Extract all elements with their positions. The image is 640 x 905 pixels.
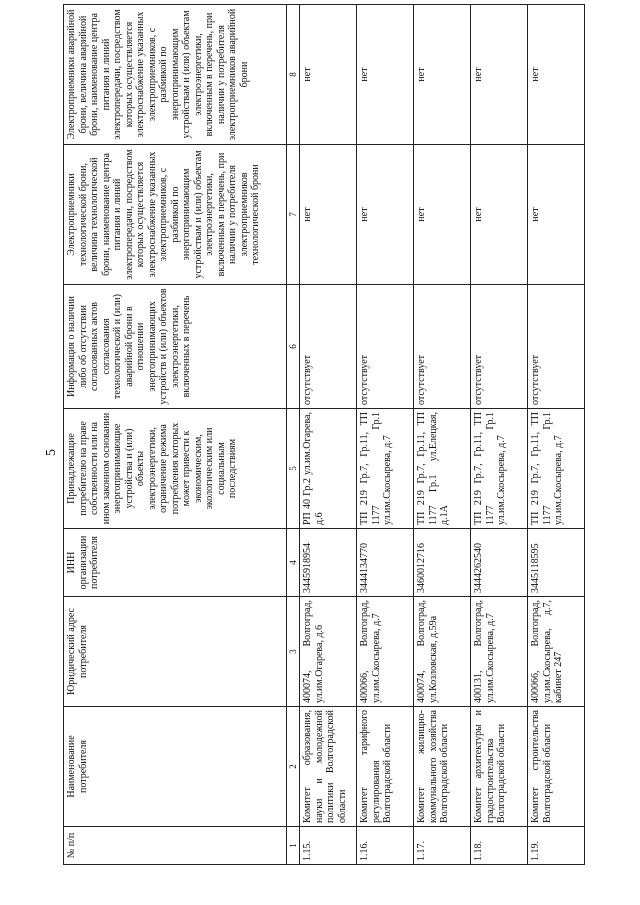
column-number: 8: [287, 5, 300, 145]
emergency-reserve: нет: [471, 5, 528, 145]
consumer-inn: 3444134770: [357, 529, 414, 597]
consumer-address: 400131, Волгоград, ул.им.Скосырева, д.7: [471, 597, 528, 707]
header-row: [64, 5, 287, 865]
agreement-status: отсутствует: [300, 285, 357, 409]
emergency-reserve: нет: [528, 5, 585, 145]
column-number: 3: [287, 597, 300, 707]
table-row: [414, 5, 471, 865]
header-cell: Наименование потребителя: [64, 707, 287, 827]
tech-reserve: нет: [414, 145, 471, 285]
emergency-reserve: нет: [300, 5, 357, 145]
consumer-devices: ТП 219 Гр.7, Гр.11, ТП 1177 Гр.1 ул.им.Скосырева, д.7: [528, 409, 585, 529]
consumer-name: Комитет жилищно-коммунального хозяйства Волгоградской области: [414, 707, 471, 827]
consumer-devices: ТП 219 Гр.7, Гр.11, ТП 1177 Гр.1 ул.им.Скосырева, д.7: [471, 409, 528, 529]
agreement-status: отсутствует: [357, 285, 414, 409]
column-number: 4: [287, 529, 300, 597]
consumer-address: 400066, Волгоград, ул.им.Скосырева, д.7: [357, 597, 414, 707]
table-row: [471, 5, 528, 865]
row-number: 1.19.: [528, 827, 585, 865]
agreement-status: отсутствует: [471, 285, 528, 409]
page-number: 5: [44, 449, 59, 456]
column-number: 1: [287, 827, 300, 865]
consumer-inn: 3445918954: [300, 529, 357, 597]
consumer-devices: ТП 219 Гр.7, Гр.11, ТП 1177 Гр.1 ул.Елецкая, д.1А: [414, 409, 471, 529]
table-row: [300, 5, 357, 865]
column-number: 7: [287, 145, 300, 285]
emergency-reserve: нет: [357, 5, 414, 145]
consumer-name: Комитет строительства Волгоградской области: [528, 707, 585, 827]
emergency-reserve: нет: [414, 5, 471, 145]
header-cell: Принадлежащие потребителю на праве собственности или на ином законном основании энергопринимающие устройства и (или) объекты электроэнергетики, ограничение режима потребления которых может привести к экономическим, экологическим или социальным последствиям: [64, 409, 287, 529]
row-number: 1.18.: [471, 827, 528, 865]
consumers-table-sheet: [63, 5, 638, 865]
header-cell: Информация о наличии либо об отсутствии согласованных актов согласования технологической и (или) аварийной брони в отношении энергопринимающих устройств и (или) объектов электроэнергетики, включенных в перечень: [64, 285, 287, 409]
consumer-name: Комитет архитектуры и градостроительства Волгоградской области: [471, 707, 528, 827]
header-cell: Электроприемники технологической брони, величина технологической брони, наименование центра питания и линий электропередачи, посредством которых осуществляется электроснабжение указанных электроприемников, с разбивкой по энергопринимающим устройствам и (или) объектам электроэнергетики, включенным в перечень, при наличии у потребителя электроприемников технологической брони: [64, 145, 287, 285]
column-number: 5: [287, 409, 300, 529]
table-row: [357, 5, 414, 865]
tech-reserve: нет: [357, 145, 414, 285]
column-number: 6: [287, 285, 300, 409]
consumer-address: 400074, Волгоград, ул.им.Огарева, д.6: [300, 597, 357, 707]
agreement-status: отсутствует: [528, 285, 585, 409]
consumer-inn: 3444262540: [471, 529, 528, 597]
column-number-row: [287, 5, 300, 865]
tech-reserve: нет: [471, 145, 528, 285]
consumer-address: 400074, Волгоград, ул.Козловская, д.59а: [414, 597, 471, 707]
consumers-table: [63, 4, 585, 865]
consumer-name: Комитет тарифного регулирования Волгоградской области: [357, 707, 414, 827]
consumer-inn: 3445118595: [528, 529, 585, 597]
consumer-inn: 3460012716: [414, 529, 471, 597]
row-number: 1.17.: [414, 827, 471, 865]
table-row: [528, 5, 585, 865]
consumer-name: Комитет образования, науки и молодежной политики Волгоградской области: [300, 707, 357, 827]
column-number: 2: [287, 707, 300, 827]
row-number: 1.16.: [357, 827, 414, 865]
row-number: 1.15.: [300, 827, 357, 865]
consumer-address: 400066, Волгоград, ул.им.Скосырева, д.7, кабинет 247: [528, 597, 585, 707]
tech-reserve: нет: [300, 145, 357, 285]
header-cell: Юридический адрес потребителя: [64, 597, 287, 707]
header-cell: № п/п: [64, 827, 287, 865]
consumer-devices: ТП 219 Гр.7, Гр.11, ТП 1177 Гр.1 ул.им.Скосырева, д.7: [357, 409, 414, 529]
agreement-status: отсутствует: [414, 285, 471, 409]
header-cell: ИНН организации потребителя: [64, 529, 287, 597]
header-cell: Электроприемники аварийной брони, величина аварийной брони, наименование центра питания и линий электропередачи, посредством которых осуществляется электроснабжение указанных электроприемников, с разбивкой по энергопринимающим устройствам и (или) объектам электроэнергетики, включенным в перечень, при наличии у потребителя электроприемников аварийной брони: [64, 5, 287, 145]
consumer-devices: РП 40 Гр.2 ул.им.Огарева, д.6: [300, 409, 357, 529]
tech-reserve: нет: [528, 145, 585, 285]
